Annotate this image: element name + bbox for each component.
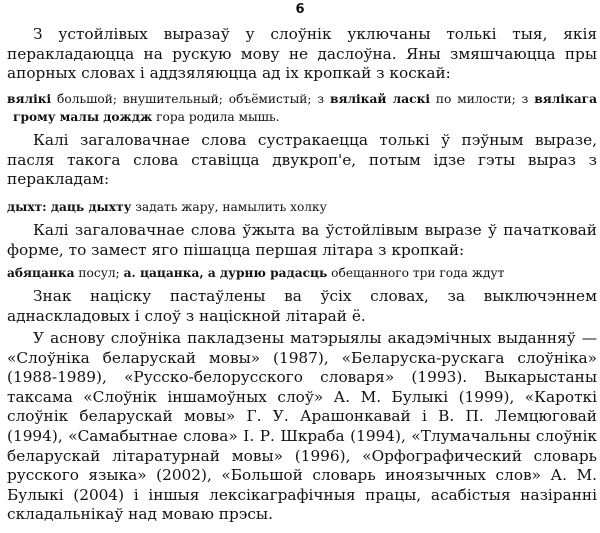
paragraph-sources <box>7 329 597 525</box>
paragraph-text: Калі загаловачнае слова ўжыта ва ўстойлівым выразе ў пачатковай форме, то замест яго пішацца першая літара з кропкай: <box>7 221 597 259</box>
idiom: вялікай ласкі <box>329 92 431 106</box>
headword: абяцанка <box>7 266 75 280</box>
translation: гора родила мышь. <box>152 110 280 124</box>
headword: дыхт: даць дыхту <box>7 200 132 214</box>
example-text <box>7 264 597 282</box>
translation: задать жару, намылить холку <box>131 200 327 214</box>
example-entry-vyaliki <box>7 90 597 126</box>
translation: по милости; з <box>430 92 535 106</box>
paragraph-initial-letter-rule <box>7 221 597 260</box>
paragraph-text: Знак націску пастаўлены ва ўсіх словах, за выключэннем аднаскладовых і слоў з націскной літарай ё. <box>7 287 597 325</box>
paragraph-text: З устойлівых выразаў у слоўнік уключаны толькі тыя, якія перакладаюцца на рускую мову не даслоўна. Яны змяшчаюцца пры апорных словах і аддзяляюцца ад іх кропкай з коскай: <box>7 25 597 83</box>
page-number: 6 <box>295 2 305 17</box>
idiom: вялікага грому малы дождж <box>13 92 597 124</box>
paragraph-text: Калі загаловачнае слова сустракаецца толькі ў пэўным выразе, пасля такога слова ставіцца двукроп'е, потым ідзе гэты выраз з перакладам: <box>7 131 597 189</box>
translation: большой; внушительный; объёмистый; з <box>51 92 330 106</box>
paragraph-idioms-intro <box>7 25 597 84</box>
paragraph-colon-rule <box>7 131 597 190</box>
example-entry-dykht <box>7 198 597 216</box>
example-text <box>7 90 597 126</box>
idiom: а. цацанка, а дурню радасць <box>123 266 328 280</box>
example-text <box>7 198 597 216</box>
translation: посул; <box>74 266 124 280</box>
paragraph-stress-mark <box>7 287 597 326</box>
translation: обещанного три года ждут <box>327 266 505 280</box>
example-entry-abyacanka <box>7 264 597 282</box>
headword: вялікі <box>7 92 52 106</box>
paragraph-text: У аснову слоўніка пакладзены матэрыялы акадэмічных выданняў — «Слоўніка беларускай мовы» (1987), «Беларуска-рускага слоўніка» (1988-1989), «Русско-белорусского словаря» (1993). Выкарыстаны таксама «Слоўнік іншамоўных слоў» А. М. Булыкі (1999), «Кароткі слоўнік беларускай мовы» Г. У. Арашонкавай і В. П. Лемцюговай (1994), «Самабытнае слова» І. Р. Шкраба (1994), «Тлумачальны слоўнік беларускай літаратурнай мовы» (1996), «Орфографический словарь русского языка» (2002), «Большой словарь иноязычных слов» А. М. Булыкі (2004) і іншыя лексікаграфічныя працы, асабістыя назіранні складальнікаў над моваю прэсы. <box>7 329 597 524</box>
